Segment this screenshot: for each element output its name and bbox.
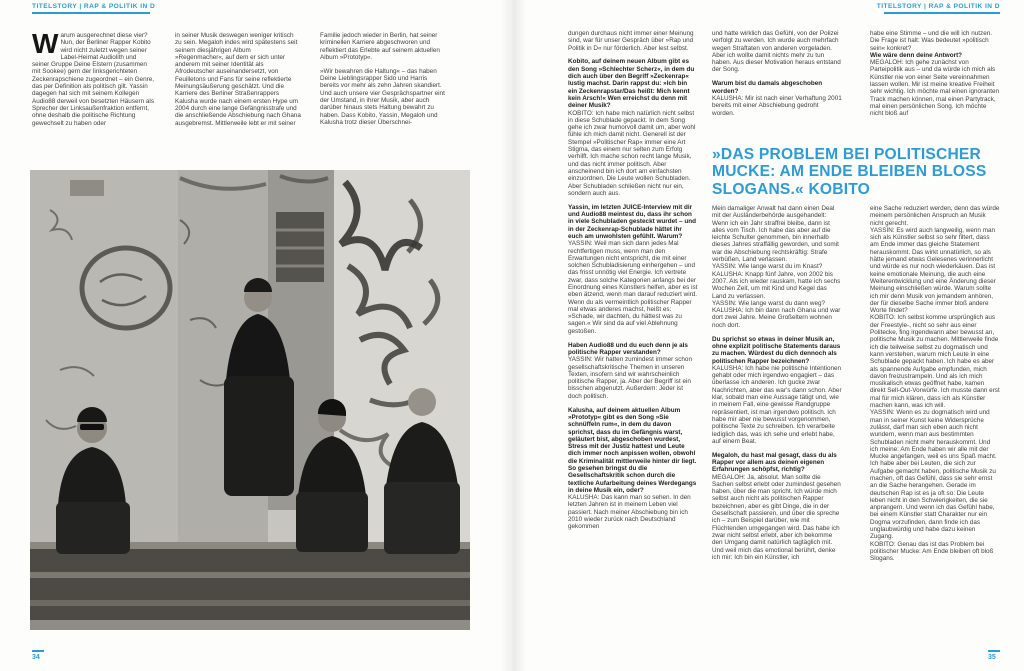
interview-paragraph: MEGALOH: Ich gehe zunächst von Parteipolitik aus – und da würde ich mich als Künstler nie von einer Seite vereinnahmen lassen wollen. Mir ist meine kreative Freiheit sehr wichtig. Ich möchte mal einen ignoranten Track machen können, mal einen Partytrack, mal einen persönlichen Song. Ich möchte nicht bloß auf — [870, 59, 1000, 118]
intro-paragraph: in seiner Musik deswegen weniger kritisch zu sein. Megaloh indes wird spätestens seit seinem diesjährigen Album »Regenmacher«, auf dem er sich unter anderem mit seiner Identität als Afrodeutscher auseinandersetzt, von Feuilletons und Fans für seine reflektierte Meinungsäußerung geschätzt. Und die Karriere des Berliner Straßenrappers Kalusha wurde nach einem ersten Hype um 2004 durch eine lange Gefängnisstrafe und die anschließende Abschiebung nach Ghana ausgebremst. Mittlerweile lebt er mit seiner — [175, 32, 301, 127]
interview-paragraph: KALUSHA: Knapp fünf Jahre, von 2002 bis 2007. Als ich wieder rauskam, hatte ich sechs Wochen Zeit, um mit Kind und Kegel das Land zu verlassen. — [712, 270, 841, 300]
interview-paragraph: Mein damaliger Anwalt hat dann einen Deal mit der Ausländerbehörde ausgehandelt: Wenn ich ein Jahr straffrei bleibe, dann ist alles vom Tisch. Ich habe das aber auf die leichte Schulter genommen, bin innerhalb dieses Jahres straffällig geworden, und somit war die Abschiebung rechtskräftig: Strafe verbüßen, Land verlassen. — [712, 205, 839, 264]
intro-paragraph: Familie jedoch wieder in Berlin, hat seiner kriminellen Karriere abgeschworen und reflektiert das Erlebte auf seinem aktuellen Album »Prototyp«. — [320, 32, 440, 61]
interview-paragraph: KOBITO: Ich selbst komme ursprünglich aus der Freestyle-, nicht so sehr aus einer Politecke, fing irgendwann aber bewusst an, politische Musik zu machen. Mittlerweile finde ich die teilweise selbst zu dogmatisch und kann verstehen, warum mich Leute in eine Schublade gepackt haben. Ich habe es aber als spannende Aufgabe empfunden, mich davon freizustrampeln. Und als ich mich musikalisch etwas geöffnet habe, kamen direkt Sell-Out-Vorwürfe. Ich musste dann erst mal für mich klären, dass ich als Künstler machen kann, was ich will. — [870, 314, 1000, 410]
interview-paragraph: KOBITO: Genau das ist das Problem bei politischer Mucke: Am Ende bleiben oft bloß Slogans. — [870, 540, 994, 563]
interview-paragraph: MEGALOH: Ja, absolut. Man sollte die Sachen selbst erlebt oder zumindest gesehen haben, über die man spricht. Ich würde mich selbst auch nicht als politischen Rapper bezeichnen, aber es gibt Dinge, die in der Gesellschaft passieren, und über die spreche ich – zum Beispiel darüber, wie mit Flüchtenden umgegangen wird. Das habe ich zwar nicht selbst erlebt, aber ich bekomme den Umgang damit natürlich tagtäglich mit. Und weil mich das emotional berührt, denke ich mir: Ich bin ein Künstler, ich — [712, 473, 841, 561]
right-page-number: 35 — [988, 654, 996, 661]
drop-cap: W — [32, 32, 59, 59]
interview-question: Haben Audio88 und du euch denn je als politische Rapper verstanden? — [568, 341, 688, 356]
interview-paragraph: KOBITO: Ich habe mich natürlich nicht selbst in diese Schublade gepackt. In dem Song gehe ich zwar humorvoll damit um, aber wohl fühle ich mich damit nicht. Generell ist der Stempel »Politischer Rap« immer eine Art Stigma, das einem nur selten zum Erfolg verhilft. Ich mache schon recht lange Musik, und das nicht immer politisch. Aber anscheinend bin ich dort am einfachsten einzuordnen. Die Leute wollen Schubladen. Aber Schubladen schließen nicht nur ein, sondern auch aus. — [568, 109, 696, 197]
pull-quote-attribution: KOBITO — [808, 180, 871, 198]
interview-paragraph: KALUSHA: Das kann man so sehen. In den letzten Jahren ist in meinem Leben viel passiert. Nach meiner Abschiebung bin ich 2010 wieder zurück nach Deutschland gekommen — [568, 494, 691, 531]
interview-paragraph: YASSIN: Wenn es zu dogmatisch wird und man in seiner Kunst keine Widersprüche zulässt, darf man sich eben auch nicht wundern, wenn man aus bestimmten Schubladen nicht mehr herauskommt. Und ich meine: Am Ende haben wir alle mit der Mucke angefangen, weil es uns Spaß macht. Ich habe aber bei Leuten, die sich zur Aufgabe gemacht haben, politische Musik zu machen, oft das Gefühl, dass sie sehr ernst an die Sache herangehen. Gerade im deutschen Rap ist es ja oft so: Die Leute leben nicht in den Schwierigkeiten, die sie anprangern. Und wenn ich das Gefühl habe, bei einem Künstler statt Charakter nur ein Dogma vorzufinden, dann finde ich das unglaubwürdig und habe dazu keinen Zugang. — [870, 409, 997, 541]
interview-question: Warum bist du damals abgeschoben worden? — [712, 80, 823, 95]
left-header-rule — [32, 12, 150, 14]
page-fold-shadow — [500, 0, 526, 671]
interview-question: Kobito, auf deinem neuen Album gibt es den Song »Schlechter Scherz«, in dem du dich auch über den Begriff »Zeckenrap« lustig machst. Darin rappst du: »Ich bin ein Zeckenrapstar/Das heißt: Mich kennt kein Arsch!« Wen erreichst du denn mit deiner Musik? — [568, 58, 695, 110]
pull-quote-text: »DAS PROBLEM BEI POLITISCHER MUCKE: AM ENDE BLEIBEN BLOSS SLOGANS.« — [712, 146, 987, 198]
interview-paragraph: KALUSHA: Ich habe nie politische Intentionen gehabt oder mich irgendwo engagiert – das überlasse ich anderen. Ich gucke zwar Nachrichten, aber das war's dann schon. Aber klar, sobald man eine Aussage tätigt und, wie in meinem Fall, eine gewisse Randgruppe repräsentiert, ist man irgendwo politisch. Ich habe mir aber nie bewusst vorgenommen, politische Texte zu schreiben. Ich verarbeite lediglich das, was ich sehe und erlebt habe, auf einem Beat. — [712, 364, 842, 445]
interview-paragraph: YASSIN: Wir hatten zumindest immer schon gesellschaftskritische Themen in unseren Texten, insofern sind wir wahrscheinlich politische Rapper, ja. Aber der Begriff ist ein bisschen abgenutzt. Außerdem: Jeder ist doch politisch. — [568, 356, 692, 400]
interview-question: Du sprichst so etwas in deiner Musik an, ohne explizit politische Statements daraus zu machen. Würdest du dich dennoch als politischen Rapper bezeichnen? — [712, 335, 841, 365]
right-pagenum-rule — [988, 650, 1000, 652]
interview-paragraph: YASSIN: Weil man sich dann jedes Mal rechtfertigen muss, wenn man den Erwartungen nicht entspricht, die mit einer solchen Schubladisierung einhergehen – und das frisst unnötig viel Energie. Ich vertrete zwar, dass solche Kategorien anfangs bei der Einordnung eines Künstlers helfen, aber es ist eben ätzend, wenn man darauf reduziert wird. Wenn du als vermeintlich politischer Rapper mal etwas anderes machst, heißt es: »Schade, wir dachten, du hättest was zu sagen.« Wir sind da auf viel Ablehnung gestoßen. — [568, 240, 698, 335]
intro-paragraph: Warum ausgerechnet diese vier? Nun, der Berliner Rapper Kobito wird nicht zuletzt wegen seiner Label-Heimat Audiolith und seiner Gruppe Deine Elstern (zusammen mit Sookee) gern der linksgerichteten Zeckenrapschiene zugeordnet – ein Genre, das per Definition als politisch gilt. Yassin dagegen hat sich mit seinem Kollegen Audio88 derweil von besetzten Häusern als Sprecher der Linksaußenfraktion entfernt, ohne deshalb die politische Richtung gewechselt zu haben oder — [32, 32, 155, 127]
interview-paragraph: eine Sache reduziert werden, denn das würde meinem persönlichen Anspruch an Musik nicht gerecht. — [870, 205, 1000, 227]
pull-quote — [712, 146, 1012, 198]
right-page-header: TITELSTORY | RAP & POLITIK IN D — [876, 3, 1000, 10]
interview-paragraph: KALUSHA: Mir ist nach einer Verhaftung 2001 bereits mit einer Abschiebung gedroht worden. — [712, 94, 842, 117]
interview-column-b-top — [712, 30, 842, 142]
left-page-number: 34 — [32, 654, 40, 661]
interview-question: Yassin, im letzten JUICE-Interview mit dir und Audio88 meintest du, dass ihr schon in viele Schubladen gesteckt wurdet – und in der Zeckenrap-Schublade hättet ihr euch am unwohlsten gefühlt. Warum? — [568, 203, 696, 240]
interview-paragraph: und hatte wirklich das Gefühl, von der Polizei verfolgt zu werden. Ich wurde auch mehrfach wegen Straftaten von anderen vorgeladen. Aber ich wollte damit nichts mehr zu tun haben. Aus dieser Motivation heraus entstand der Song. — [712, 30, 841, 74]
interview-column-a — [568, 30, 698, 666]
intro-column-3 — [320, 32, 447, 174]
article-photo — [30, 170, 470, 630]
interview-paragraph: YASSIN: Wie lange warst du im Knast? — [712, 263, 823, 271]
interview-column-b-bottom — [712, 205, 842, 665]
intro-paragraph: »Wir bewahren die Haltung« – das haben Deine Lieblingsrapper Sido und Harris bereits vor mehr als zehn Jahren skandiert. Und auch unsere vier Gesprächspartner eint der Umstand, in ihrer Musik, aber auch darüber hinaus stets Haltung bewahrt zu haben. Dass Kobito, Yassin, Megaloh und Kalusha trotz dieser Überschnei- — [320, 67, 445, 126]
interview-column-c-top — [870, 30, 1000, 142]
interview-paragraph: KALUSHA: Ich bin dann nach Ghana und war dort zwei Jahre. Meine Großeltern wohnen noch dort. — [712, 307, 841, 329]
graffiti-wall-photo-illustration — [30, 170, 470, 630]
intro-column-2 — [175, 32, 301, 174]
interview-question: Megaloh, du hast mal gesagt, dass du als Rapper vor allem aus deinen eigenen Erfahrungen schöpfst, richtig? — [712, 451, 837, 474]
interview-paragraph: YASSIN: Wie lange warst du dann weg? — [712, 299, 826, 307]
intro-column-1 — [32, 32, 155, 172]
interview-paragraph: dungen durchaus nicht immer einer Meinung sind, war für unser Gespräch über »Rap und Politik in D« nur förderlich. Aber lest selbst. — [568, 30, 694, 52]
left-page-header: TITELSTORY | RAP & POLITIK IN D — [32, 3, 156, 10]
interview-question: Kalusha, auf deinem aktuellen Album »Prototyp« gibt es den Song »Sie schnüffeln rum«, in dem du davon sprichst, dass du im Gefängnis warst, geläutert bist, abgeschoben wurdest, Stress mit der Justiz hattest und Leute dich immer noch anpissen wollen, obwohl die Kriminalität mittlerweile hinter dir liegt. So gesehen bringst du die Gesellschaftskritik schon durch die textliche Aufarbeitung deines Werdegangs in deine Musik ein, oder? — [568, 406, 697, 494]
interview-paragraph: habe eine Stimme – und die will ich nutzen. Die Frage ist halt: Was bedeutet »politisch sein« konkret? — [870, 30, 993, 52]
interview-question: Wie wäre denn deine Antwort? — [870, 51, 963, 59]
right-header-rule — [884, 12, 1000, 14]
left-pagenum-rule — [32, 650, 44, 652]
interview-column-c-bottom — [870, 205, 1000, 665]
interview-paragraph: YASSIN: Es wird auch langweilig, wenn man sich als Künstler selbst so sehr filtert, dass am Ende immer das gleiche Statement herauskommt. Das wirkt unnatürlich, so als hätte jemand etwas Gelesenes verinnerlicht und würde es nur noch wiederkäuen. Das ist keine emotionale Meinung, die auch eine Weiterentwicklung und eine Änderung dieser Meinung einschließen würde. Warum sollte ich mir denn Musik von jemandem anhören, der für dieselbe Sache immer bloß andere Worte findet? — [870, 226, 996, 315]
